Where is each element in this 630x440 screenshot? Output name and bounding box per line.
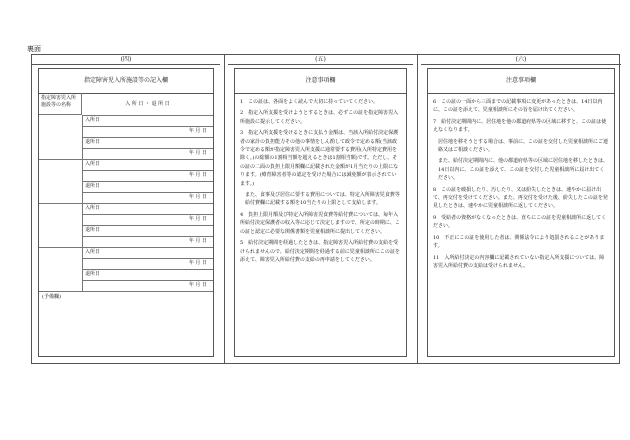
- entry-date-field[interactable]: 年 月 日: [82, 126, 213, 138]
- facility-name-cell[interactable]: [39, 247, 83, 292]
- entry-date-field[interactable]: 年 月 日: [82, 170, 213, 182]
- remarks-label: (予備欄): [42, 294, 61, 300]
- note-item: 2 指定入所支援を受けようとするときは、必ずこの証を指定障害児入所施設に提示してください。: [240, 110, 399, 125]
- facility-name-cell[interactable]: [39, 115, 83, 160]
- note-item: 10 不正にこの証を使用した者は、関係法令により処罰されることがあります。: [433, 234, 605, 250]
- notes-box: [234, 68, 407, 357]
- exit-date-label: 退所日: [82, 269, 213, 281]
- note-item: 5 給付決定期間を経過したときは、指定障害児入所給付費の支給を受けられませんので、給付決定期間を経過する前に児童相談所にこの証を添えて、障害児入所給付費の支給の再申請をしてください。: [240, 240, 400, 263]
- facility-name-header: 指定障害児入所施設等の名称: [39, 93, 82, 115]
- entry-date-label: 入所日: [82, 159, 213, 171]
- exit-date-label: 退所日: [82, 137, 213, 149]
- note-item: 居住地を移そうとする場合は、事前に、この証を交付した児童相談所にご連絡又はご相談ください。: [438, 138, 609, 154]
- note-item: 4 負担上限月額及び特定入所障害児食費等給付費については、毎年入所給付決定保護者の収入等に応じて決定しますので、所定の時期に、この証と認定に必要な関係書類を児童相談所に提出してください。: [240, 211, 400, 235]
- facility-name-cell[interactable]: [39, 203, 83, 248]
- exit-date-field[interactable]: 年 月 日: [82, 280, 213, 292]
- note-item: 8 この証を破損したり、汚したり、又は紛失したときは、速やかに届け出て、再交付を受けてください。また、再交付を受けた後、紛失したこの証を発見したときは、速やかに児童相談所に返してください。: [433, 186, 608, 210]
- column-facility-record: [32, 55, 220, 363]
- entry-date-label: 入所日: [82, 247, 213, 259]
- notes-list: [235, 94, 406, 264]
- note-item: 1 この証は、各面をよく読んで大切に持っていてください。: [240, 99, 379, 105]
- notes-title: 注意事項欄: [428, 69, 614, 94]
- exit-date-label: 退所日: [82, 225, 213, 237]
- period-header: 入 所 日 ・ 退 所 日: [82, 93, 213, 116]
- note-item: 3 指定入所支援を受けるときに支払う金額は、当該入所給付決定保護者の家計の負担能力その他の事情をしん酌して政令で定める額(当該政令で定める額が指定障害児入所支援に通常要する費用(入所特定費用を除く。)の総額の1割相当額を超えるときは1割相当額)です。ただし、その証の二面の負担上限月額欄に記載された金額が1月当たりの上限になります。(療育障害者等の認定を受けた場合には減免額が表示されています。): [240, 130, 399, 187]
- column-header: (五): [228, 55, 413, 65]
- facility-name-cell[interactable]: [39, 159, 83, 204]
- note-item: 11 入所給付決定の内容欄に記載されていない指定入所支援については、障害児入所給付費の支給は受けられません。: [433, 254, 605, 269]
- exit-date-label: 退所日: [82, 181, 213, 193]
- column-header: (六): [421, 55, 621, 65]
- notes-title: 注意事項欄: [235, 69, 406, 94]
- note-item: 6 この証の一面から三面までの記載事項に変更があったときは、14日以内に、この証を添えて、児童相談所にその旨を届け出てください。: [433, 99, 603, 114]
- column-notes-five: [228, 55, 413, 363]
- entry-date-field[interactable]: 年 月 日: [82, 258, 213, 270]
- page-label: 裏面: [27, 45, 41, 53]
- exit-date-field[interactable]: 年 月 日: [82, 148, 213, 160]
- note-item: また、給付決定期間内に、他の都道府県等の区域に居住地を移したときは、14日以内に、この証を添えて、この証を交付した児童相談所に届け出てください。: [438, 158, 609, 182]
- entry-date-label: 入所日: [82, 115, 213, 127]
- column-notes-six: [421, 55, 621, 363]
- notes-box: [427, 68, 615, 357]
- note-item: また、食事及び居住に要する費用については、特定入所障害児食費等給付費欄に記載する額を10当たりの上限として支給します。: [245, 192, 400, 207]
- facility-record-box: [38, 68, 214, 357]
- note-item: 7 給付決定期間内に、居住地を他の都道府県等の区域に移すと、この証は使えなくなります。: [433, 118, 607, 134]
- notes-list: [428, 94, 614, 270]
- note-item: 9 受給者の資格がなくなったときは、直ちにこの証を児童相談所に返してください。: [433, 214, 607, 230]
- column-divider: [224, 55, 225, 363]
- entry-date-label: 入所日: [82, 203, 213, 215]
- column-header: (四): [32, 55, 220, 65]
- exit-date-field[interactable]: 年 月 日: [82, 236, 213, 248]
- facility-record-title: 指定障害児入所施設等の記入欄: [39, 69, 213, 94]
- exit-date-field[interactable]: 年 月 日: [82, 192, 213, 204]
- entry-date-field[interactable]: 年 月 日: [82, 214, 213, 226]
- column-divider: [417, 55, 418, 363]
- certificate-back: [31, 54, 620, 364]
